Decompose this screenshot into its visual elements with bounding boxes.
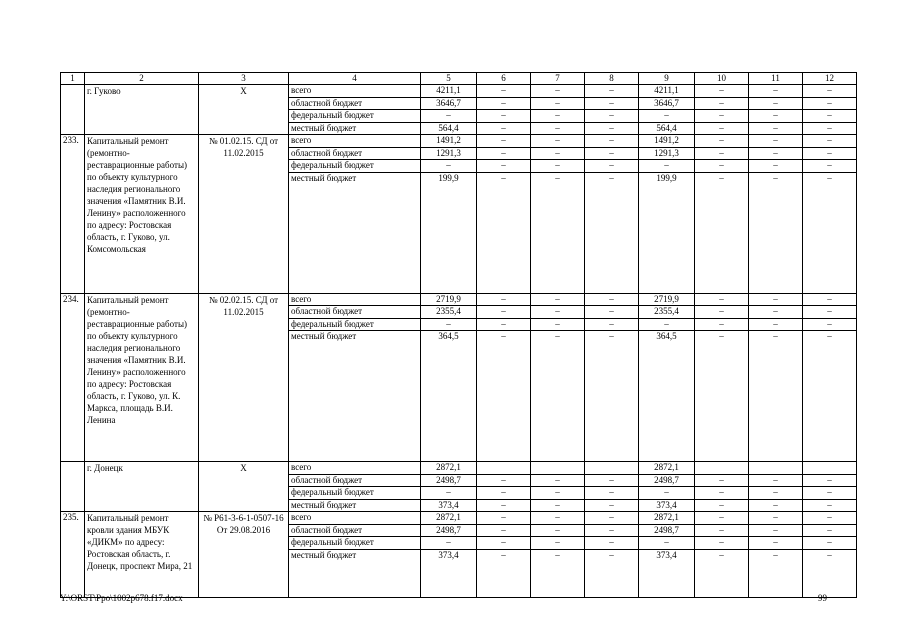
- row-number: [61, 462, 85, 512]
- value-cell: –: [585, 537, 639, 550]
- value-cell: –: [749, 512, 803, 525]
- value-cell: –: [749, 549, 803, 597]
- value-cell: –: [695, 147, 749, 160]
- value-cell: –: [531, 306, 585, 319]
- value-cell: –: [531, 85, 585, 98]
- value-cell: –: [477, 85, 531, 98]
- value-cell: –: [803, 474, 857, 487]
- value-cell: –: [695, 487, 749, 500]
- value-cell: 364,5: [421, 331, 477, 462]
- value-cell: –: [477, 97, 531, 110]
- footer-file-path: Y:\ORST\Ppo\1002p678.f17.docx: [60, 593, 183, 603]
- value-cell: –: [749, 499, 803, 512]
- value-cell: –: [695, 172, 749, 293]
- value-cell: –: [803, 331, 857, 462]
- value-cell: 4211,1: [421, 85, 477, 98]
- value-cell: –: [477, 110, 531, 123]
- budget-label: федеральный бюджет: [289, 487, 421, 500]
- budget-label: местный бюджет: [289, 549, 421, 597]
- document-ref: № 02.02.15. СД от 11.02.2015: [199, 293, 289, 462]
- col-header: 12: [803, 73, 857, 85]
- row-number: 233.: [61, 135, 85, 294]
- value-cell: 2719,9: [639, 293, 695, 306]
- value-cell: –: [421, 318, 477, 331]
- budget-label: областной бюджет: [289, 147, 421, 160]
- value-cell: –: [477, 487, 531, 500]
- value-cell: 2872,1: [639, 462, 695, 475]
- value-cell: –: [749, 306, 803, 319]
- value-cell: –: [639, 487, 695, 500]
- value-cell: –: [421, 537, 477, 550]
- value-cell: 3646,7: [421, 97, 477, 110]
- value-cell: –: [585, 97, 639, 110]
- value-cell: –: [585, 549, 639, 597]
- value-cell: –: [695, 97, 749, 110]
- table-row: [61, 135, 857, 148]
- budget-label: всего: [289, 85, 421, 98]
- object-name: Капитальный ремонт (ремонтно-реставрационные работы) по объекту культурного наследия регионального значения «Памятник В.И. Ленину» расположенного по адресу: Ростовская область, г. Гуково, ул. К. Маркса, площадь В.И. Ленина: [85, 293, 199, 462]
- value-cell: –: [477, 318, 531, 331]
- budget-label: местный бюджет: [289, 499, 421, 512]
- value-cell: 373,4: [639, 549, 695, 597]
- value-cell: –: [531, 487, 585, 500]
- value-cell: –: [749, 331, 803, 462]
- value-cell: –: [477, 135, 531, 148]
- value-cell: –: [477, 147, 531, 160]
- budget-label: всего: [289, 293, 421, 306]
- value-cell: [803, 462, 857, 475]
- value-cell: –: [749, 85, 803, 98]
- row-number: 235.: [61, 512, 85, 598]
- budget-label: федеральный бюджет: [289, 318, 421, 331]
- value-cell: –: [477, 306, 531, 319]
- value-cell: –: [531, 549, 585, 597]
- document-ref: Х: [199, 462, 289, 512]
- value-cell: –: [477, 474, 531, 487]
- value-cell: 564,4: [421, 122, 477, 135]
- value-cell: –: [803, 318, 857, 331]
- value-cell: –: [585, 512, 639, 525]
- value-cell: 199,9: [639, 172, 695, 293]
- value-cell: –: [585, 85, 639, 98]
- table-row: [61, 85, 857, 98]
- value-cell: 373,4: [421, 549, 477, 597]
- object-name: Капитальный ремонт (ремонтно-реставрационные работы) по объекту культурного наследия регионального значения «Памятник В.И. Ленину» расположенного по адресу: Ростовская область, г. Гуково, ул. Комсомольская: [85, 135, 199, 294]
- value-cell: –: [695, 160, 749, 173]
- value-cell: –: [477, 549, 531, 597]
- col-header: 8: [585, 73, 639, 85]
- value-cell: –: [531, 524, 585, 537]
- value-cell: –: [695, 331, 749, 462]
- budget-label: местный бюджет: [289, 331, 421, 462]
- value-cell: –: [531, 499, 585, 512]
- col-header: 2: [85, 73, 199, 85]
- document-ref: Х: [199, 85, 289, 135]
- value-cell: –: [639, 537, 695, 550]
- budget-table: [60, 72, 857, 598]
- value-cell: [585, 462, 639, 475]
- value-cell: –: [695, 474, 749, 487]
- page-number: 99: [818, 593, 827, 603]
- col-header: 10: [695, 73, 749, 85]
- budget-label: областной бюджет: [289, 474, 421, 487]
- value-cell: –: [477, 499, 531, 512]
- value-cell: –: [695, 85, 749, 98]
- value-cell: –: [749, 537, 803, 550]
- budget-label: областной бюджет: [289, 524, 421, 537]
- value-cell: 199,9: [421, 172, 477, 293]
- value-cell: –: [531, 537, 585, 550]
- value-cell: –: [803, 537, 857, 550]
- value-cell: –: [585, 524, 639, 537]
- value-cell: –: [803, 147, 857, 160]
- table-row: [61, 462, 857, 475]
- value-cell: –: [531, 160, 585, 173]
- value-cell: –: [695, 122, 749, 135]
- value-cell: –: [639, 160, 695, 173]
- value-cell: –: [421, 487, 477, 500]
- value-cell: 1491,2: [639, 135, 695, 148]
- value-cell: 2719,9: [421, 293, 477, 306]
- value-cell: –: [695, 524, 749, 537]
- value-cell: –: [749, 487, 803, 500]
- value-cell: –: [749, 160, 803, 173]
- value-cell: [477, 462, 531, 475]
- budget-label: областной бюджет: [289, 97, 421, 110]
- value-cell: –: [585, 318, 639, 331]
- value-cell: –: [639, 318, 695, 331]
- budget-label: местный бюджет: [289, 122, 421, 135]
- value-cell: –: [803, 172, 857, 293]
- value-cell: 2498,7: [421, 524, 477, 537]
- value-cell: 1291,3: [421, 147, 477, 160]
- value-cell: –: [531, 318, 585, 331]
- value-cell: [749, 462, 803, 475]
- value-cell: –: [749, 135, 803, 148]
- value-cell: –: [585, 293, 639, 306]
- value-cell: –: [585, 306, 639, 319]
- value-cell: –: [803, 512, 857, 525]
- value-cell: –: [477, 537, 531, 550]
- value-cell: [695, 462, 749, 475]
- value-cell: –: [695, 135, 749, 148]
- value-cell: –: [531, 135, 585, 148]
- budget-label: всего: [289, 135, 421, 148]
- value-cell: 2498,7: [639, 474, 695, 487]
- value-cell: 2872,1: [421, 512, 477, 525]
- value-cell: 364,5: [639, 331, 695, 462]
- value-cell: –: [749, 122, 803, 135]
- col-header: 11: [749, 73, 803, 85]
- value-cell: –: [531, 331, 585, 462]
- col-header: 9: [639, 73, 695, 85]
- value-cell: –: [749, 293, 803, 306]
- value-cell: –: [803, 160, 857, 173]
- value-cell: –: [803, 85, 857, 98]
- col-header: 3: [199, 73, 289, 85]
- value-cell: –: [585, 487, 639, 500]
- col-header: 1: [61, 73, 85, 85]
- value-cell: –: [531, 110, 585, 123]
- value-cell: –: [585, 135, 639, 148]
- table-row: [61, 512, 857, 525]
- budget-label: всего: [289, 462, 421, 475]
- value-cell: –: [695, 306, 749, 319]
- budget-label: всего: [289, 512, 421, 525]
- value-cell: –: [803, 524, 857, 537]
- object-name: Капитальный ремонт кровли здания МБУК «ДИКМ» по адресу: Ростовская область, г. Донецк, проспект Мира, 21: [85, 512, 199, 598]
- value-cell: –: [803, 306, 857, 319]
- value-cell: –: [531, 172, 585, 293]
- value-cell: –: [477, 172, 531, 293]
- value-cell: 564,4: [639, 122, 695, 135]
- object-name: г. Донецк: [85, 462, 199, 512]
- value-cell: –: [477, 122, 531, 135]
- value-cell: –: [803, 293, 857, 306]
- value-cell: –: [421, 160, 477, 173]
- value-cell: –: [531, 97, 585, 110]
- budget-label: областной бюджет: [289, 306, 421, 319]
- col-header: 7: [531, 73, 585, 85]
- value-cell: 373,4: [639, 499, 695, 512]
- budget-label: федеральный бюджет: [289, 110, 421, 123]
- value-cell: –: [695, 318, 749, 331]
- value-cell: –: [803, 110, 857, 123]
- value-cell: –: [531, 512, 585, 525]
- value-cell: –: [477, 293, 531, 306]
- value-cell: –: [477, 160, 531, 173]
- value-cell: –: [749, 97, 803, 110]
- value-cell: –: [531, 474, 585, 487]
- document-ref: № 01.02.15. СД от 11.02.2015: [199, 135, 289, 294]
- document-ref: № Р61-3-6-1-0507-16 От 29.08.2016: [199, 512, 289, 598]
- value-cell: –: [695, 110, 749, 123]
- row-number: [61, 85, 85, 135]
- value-cell: –: [695, 537, 749, 550]
- value-cell: 373,4: [421, 499, 477, 512]
- value-cell: 1491,2: [421, 135, 477, 148]
- value-cell: –: [531, 122, 585, 135]
- value-cell: –: [477, 524, 531, 537]
- value-cell: –: [531, 147, 585, 160]
- value-cell: –: [749, 110, 803, 123]
- budget-label: федеральный бюджет: [289, 537, 421, 550]
- value-cell: 2355,4: [421, 306, 477, 319]
- value-cell: –: [585, 499, 639, 512]
- value-cell: –: [477, 512, 531, 525]
- value-cell: –: [695, 549, 749, 597]
- col-header: 5: [421, 73, 477, 85]
- value-cell: –: [421, 110, 477, 123]
- value-cell: –: [639, 110, 695, 123]
- col-header: 4: [289, 73, 421, 85]
- value-cell: –: [477, 331, 531, 462]
- value-cell: 2498,7: [639, 524, 695, 537]
- budget-label: федеральный бюджет: [289, 160, 421, 173]
- value-cell: [531, 462, 585, 475]
- value-cell: –: [695, 293, 749, 306]
- value-cell: –: [803, 487, 857, 500]
- value-cell: –: [803, 499, 857, 512]
- value-cell: –: [585, 474, 639, 487]
- value-cell: –: [585, 331, 639, 462]
- value-cell: –: [531, 293, 585, 306]
- object-name: г. Гуково: [85, 85, 199, 135]
- row-number: 234.: [61, 293, 85, 462]
- value-cell: –: [585, 110, 639, 123]
- value-cell: –: [803, 97, 857, 110]
- value-cell: –: [695, 499, 749, 512]
- value-cell: –: [803, 549, 857, 597]
- value-cell: 1291,3: [639, 147, 695, 160]
- value-cell: –: [585, 172, 639, 293]
- header-row: [61, 73, 857, 85]
- value-cell: –: [585, 122, 639, 135]
- value-cell: –: [803, 135, 857, 148]
- value-cell: 2498,7: [421, 474, 477, 487]
- value-cell: 3646,7: [639, 97, 695, 110]
- value-cell: 2872,1: [421, 462, 477, 475]
- value-cell: –: [749, 318, 803, 331]
- value-cell: –: [585, 160, 639, 173]
- col-header: 6: [477, 73, 531, 85]
- value-cell: 2355,4: [639, 306, 695, 319]
- value-cell: –: [695, 512, 749, 525]
- value-cell: –: [749, 474, 803, 487]
- value-cell: –: [749, 147, 803, 160]
- budget-label: местный бюджет: [289, 172, 421, 293]
- value-cell: 4211,1: [639, 85, 695, 98]
- table-row: [61, 293, 857, 306]
- value-cell: –: [803, 122, 857, 135]
- value-cell: 2872,1: [639, 512, 695, 525]
- value-cell: –: [749, 524, 803, 537]
- value-cell: –: [585, 147, 639, 160]
- value-cell: –: [749, 172, 803, 293]
